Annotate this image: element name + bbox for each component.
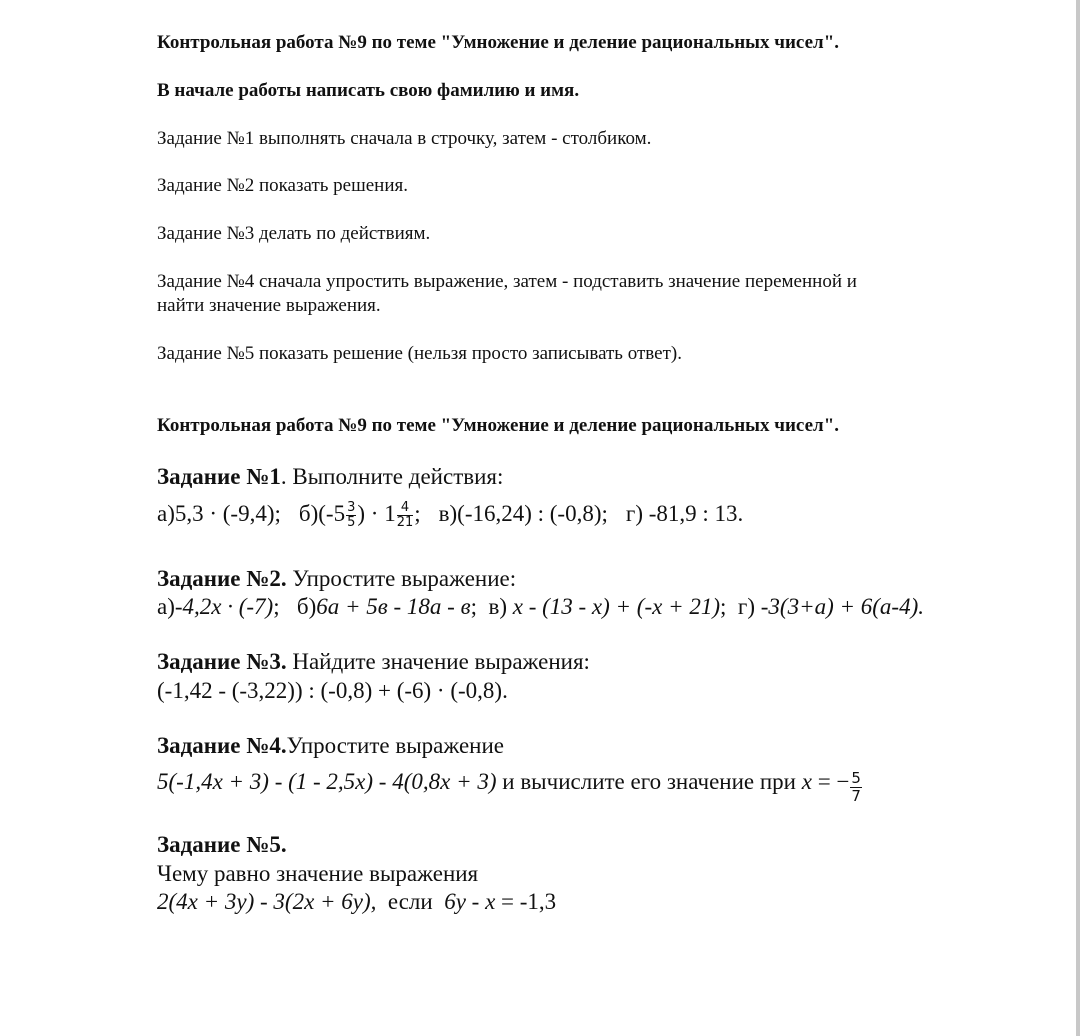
task1-prompt: . Выполните действия: bbox=[280, 464, 504, 489]
task4-heading: Задание №4. bbox=[157, 733, 287, 758]
task4-mid-text: и вычислите его значение при bbox=[496, 769, 802, 794]
task1-item-b bbox=[298, 500, 421, 531]
task5-expr-line bbox=[157, 888, 556, 915]
fraction-denominator: 5 bbox=[347, 515, 356, 531]
task4-note-line1: Задание №4 сначала упростить выражение, затем - подставить значение переменной и bbox=[157, 271, 857, 292]
task2-note: Задание №2 показать решения. bbox=[157, 175, 408, 196]
task3-heading-line bbox=[157, 648, 590, 675]
task4-fraction bbox=[850, 770, 862, 805]
task2-prompt: Упростите выражение: bbox=[286, 566, 517, 591]
task2-c-expr: x - (13 - x) + (-x + 21) bbox=[512, 594, 721, 619]
task1-note: Задание №1 выполнять сначала в строчку, затем - столбиком. bbox=[157, 128, 652, 149]
task3-expr: (-1,42 - (-3,22)) : (-0,8) + (-6) · (-0,8). bbox=[157, 678, 508, 703]
task1-heading-line bbox=[157, 463, 503, 490]
fraction-numerator: 5 bbox=[851, 769, 861, 787]
fraction-denominator: 21 bbox=[396, 515, 414, 531]
test-title: Контрольная работа №9 по теме "Умножение и деление рациональных чисел". bbox=[157, 415, 839, 436]
task4-equals: = − bbox=[811, 769, 850, 794]
task3-note: Задание №3 делать по действиям. bbox=[157, 223, 431, 244]
task3-heading: Задание №3. bbox=[157, 649, 287, 674]
task2-items bbox=[157, 593, 924, 620]
task2-a-label: а) bbox=[157, 594, 175, 619]
name-note: В начале работы написать свою фамилию и имя. bbox=[157, 80, 580, 101]
task4-note-line2: найти значение выражения. bbox=[157, 295, 381, 316]
task2-b-sep: ; bbox=[470, 594, 477, 619]
task2-b-label: б) bbox=[296, 594, 317, 619]
task5-prompt: Чему равно значение выражения bbox=[157, 861, 479, 886]
task3-prompt: Найдите значение выражения: bbox=[286, 649, 590, 674]
task4-prompt: Упростите выражение bbox=[286, 733, 504, 758]
task1-b-prefix: б)(-5 bbox=[298, 501, 346, 526]
task4-var: x bbox=[801, 769, 812, 794]
task1-item-d: г) -81,9 : 13. bbox=[625, 501, 744, 526]
task2-c-sep: ; bbox=[720, 594, 727, 619]
task2-d-expr: -3(3+a) + 6(a-4). bbox=[760, 594, 924, 619]
instructions-title: Контрольная работа №9 по теме "Умножение и деление рациональных чисел". bbox=[157, 32, 839, 53]
task5-note: Задание №5 показать решение (нельзя просто записывать ответ). bbox=[157, 343, 682, 364]
task1-item-c: в)(-16,24) : (-0,8); bbox=[438, 501, 608, 526]
task5-cond-value: = -1,3 bbox=[495, 889, 557, 914]
task2-heading-line bbox=[157, 565, 516, 592]
task1-heading: Задание №1 bbox=[157, 464, 281, 489]
task5-expr: 2(4x + 3y) - 3(2x + 6y), bbox=[157, 889, 377, 914]
task2-heading: Задание №2. bbox=[157, 566, 287, 591]
fraction-numerator: 3 bbox=[347, 500, 356, 516]
task4-heading-line bbox=[157, 732, 504, 759]
fraction-denominator: 7 bbox=[851, 787, 861, 805]
task1-b-mid: ) · 1 bbox=[357, 501, 396, 526]
task1-b-fraction-1 bbox=[346, 501, 356, 530]
task2-a-sep: ; bbox=[273, 594, 280, 619]
task2-a-expr: -4,2x · (-7) bbox=[174, 594, 274, 619]
task2-c-label: в) bbox=[488, 594, 513, 619]
fraction-numerator: 4 bbox=[397, 501, 414, 516]
task5-heading: Задание №5. bbox=[157, 832, 287, 857]
task4-expr-line bbox=[157, 768, 863, 805]
task2-d-label: г) bbox=[737, 594, 761, 619]
task5-cond-expr: 6y - x bbox=[444, 889, 496, 914]
task2-b-expr: 6а + 5в - 18а - в bbox=[316, 594, 471, 619]
task4-expr: 5(-1,4x + 3) - (1 - 2,5x) - 4(0,8x + 3) bbox=[157, 769, 497, 794]
task1-b-fraction-2 bbox=[397, 501, 414, 530]
task1-item-a: а)5,3 · (-9,4); bbox=[157, 501, 281, 526]
task5-cond-label: если bbox=[376, 889, 445, 914]
task1-items bbox=[157, 500, 743, 530]
task1-b-suffix: ; bbox=[414, 501, 421, 526]
